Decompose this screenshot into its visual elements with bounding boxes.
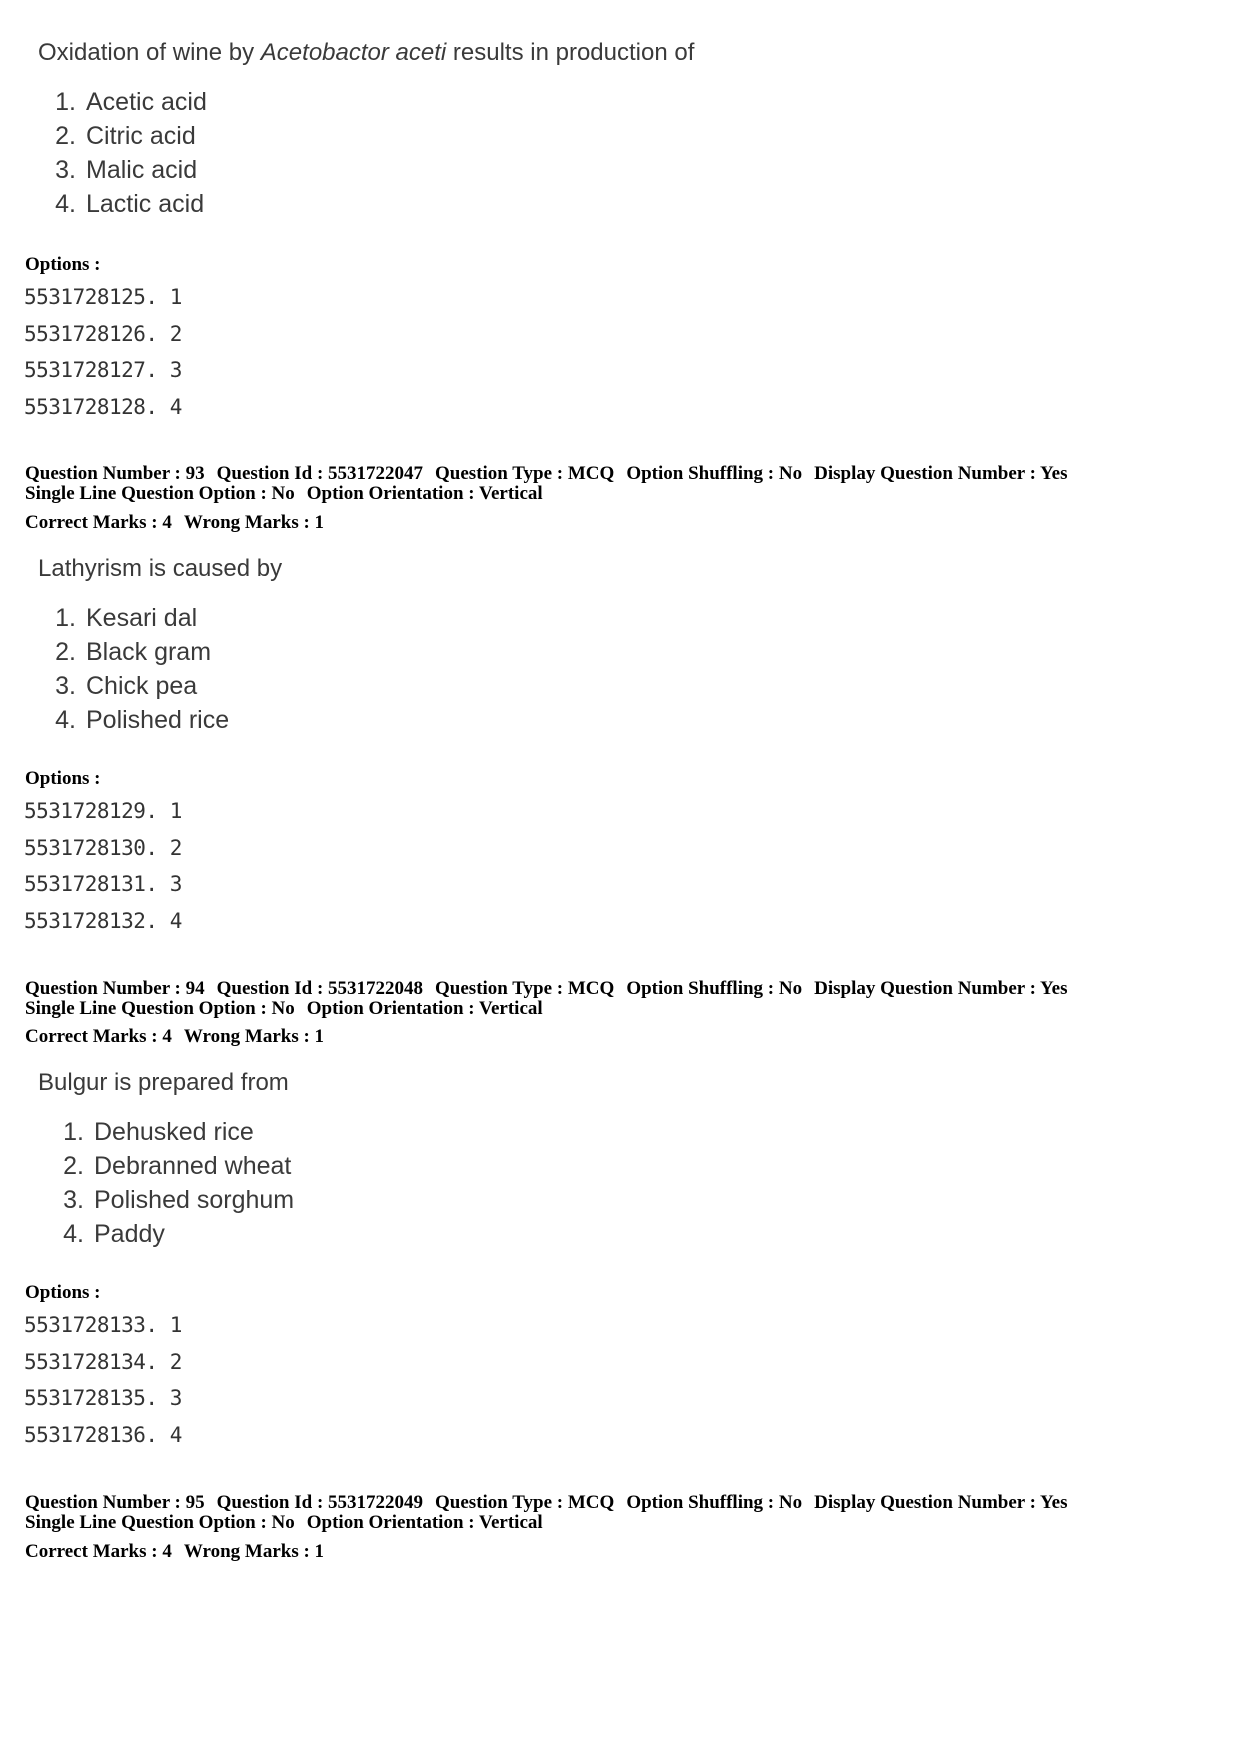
option-item[interactable]: 5531728129. 1 — [24, 799, 182, 823]
choice-item: 1. Kesari dal — [55, 604, 198, 632]
question-94-image — [38, 1068, 798, 1251]
question-stem: Bulgur is prepared from — [38, 1069, 289, 1096]
meta-line: Single Line Question Option : No Option Orientation : Vertical — [25, 998, 543, 1019]
option-item[interactable]: 5531728130. 2 — [24, 835, 182, 860]
question-94-meta — [25, 979, 1225, 1019]
option-item[interactable]: 5531728125. 1 — [24, 285, 182, 309]
question-93-marks: Correct Marks : 4 Wrong Marks : 1 — [25, 512, 325, 533]
choice-item: 2. Citric acid — [55, 122, 196, 150]
organism-name: Acetobactor aceti — [260, 39, 447, 66]
question-93-meta — [25, 464, 1225, 504]
question-stem: Oxidation of wine by Acetobactor aceti results in production of — [38, 39, 695, 66]
question-95-marks: Correct Marks : 4 Wrong Marks : 1 — [25, 1541, 325, 1562]
choice-item: 4. Polished rice — [55, 706, 230, 734]
question-95-meta — [25, 1493, 1225, 1533]
meta-line: Question Number : 94 Question Id : 5531722048 Question Type : MCQ Option Shuffling : No Display Question Number : Yes — [25, 978, 1068, 999]
choice-item: 4. Lactic acid — [55, 190, 205, 218]
option-item[interactable]: 5531728132. 4 — [24, 908, 182, 933]
choice-item: 1. Acetic acid — [55, 88, 207, 116]
choice-list — [38, 1115, 798, 1251]
meta-line: Single Line Question Option : No Option Orientation : Vertical — [25, 1512, 543, 1533]
option-item[interactable]: 5531728131. 3 — [24, 872, 182, 896]
choice-item: 2. Black gram — [55, 638, 212, 666]
options-label: Options : — [25, 1282, 101, 1303]
option-item[interactable]: 5531728134. 2 — [24, 1349, 182, 1374]
question-94-marks: Correct Marks : 4 Wrong Marks : 1 — [25, 1026, 325, 1047]
question-92-image — [38, 38, 798, 221]
choice-item: 2. Debranned wheat — [63, 1152, 292, 1180]
option-item[interactable]: 5531728133. 1 — [24, 1313, 182, 1337]
options-label: Options : — [25, 768, 101, 789]
meta-line: Question Number : 95 Question Id : 5531722049 Question Type : MCQ Option Shuffling : No Display Question Number : Yes — [25, 1492, 1068, 1513]
option-item[interactable]: 5531728136. 4 — [24, 1422, 182, 1447]
question-93-image — [38, 554, 798, 737]
choice-list — [38, 85, 798, 221]
choice-item: 3. Polished sorghum — [63, 1186, 295, 1214]
option-item[interactable]: 5531728128. 4 — [24, 394, 182, 419]
option-item[interactable]: 5531728135. 3 — [24, 1386, 182, 1410]
choice-item: 1. Dehusked rice — [63, 1118, 254, 1146]
choice-item: 3. Chick pea — [55, 672, 198, 700]
choice-item: 3. Malic acid — [55, 156, 198, 184]
question-stem: Lathyrism is caused by — [38, 555, 283, 582]
options-label: Options : — [25, 254, 101, 275]
option-item[interactable]: 5531728126. 2 — [24, 321, 182, 346]
choice-item: 4. Paddy — [63, 1220, 165, 1248]
option-item[interactable]: 5531728127. 3 — [24, 358, 182, 382]
options-list — [24, 793, 182, 939]
options-list — [24, 1307, 182, 1453]
meta-line: Single Line Question Option : No Option Orientation : Vertical — [25, 483, 543, 504]
options-list — [24, 279, 182, 425]
choice-list — [38, 601, 798, 737]
meta-line: Question Number : 93 Question Id : 5531722047 Question Type : MCQ Option Shuffling : No Display Question Number : Yes — [25, 463, 1068, 484]
